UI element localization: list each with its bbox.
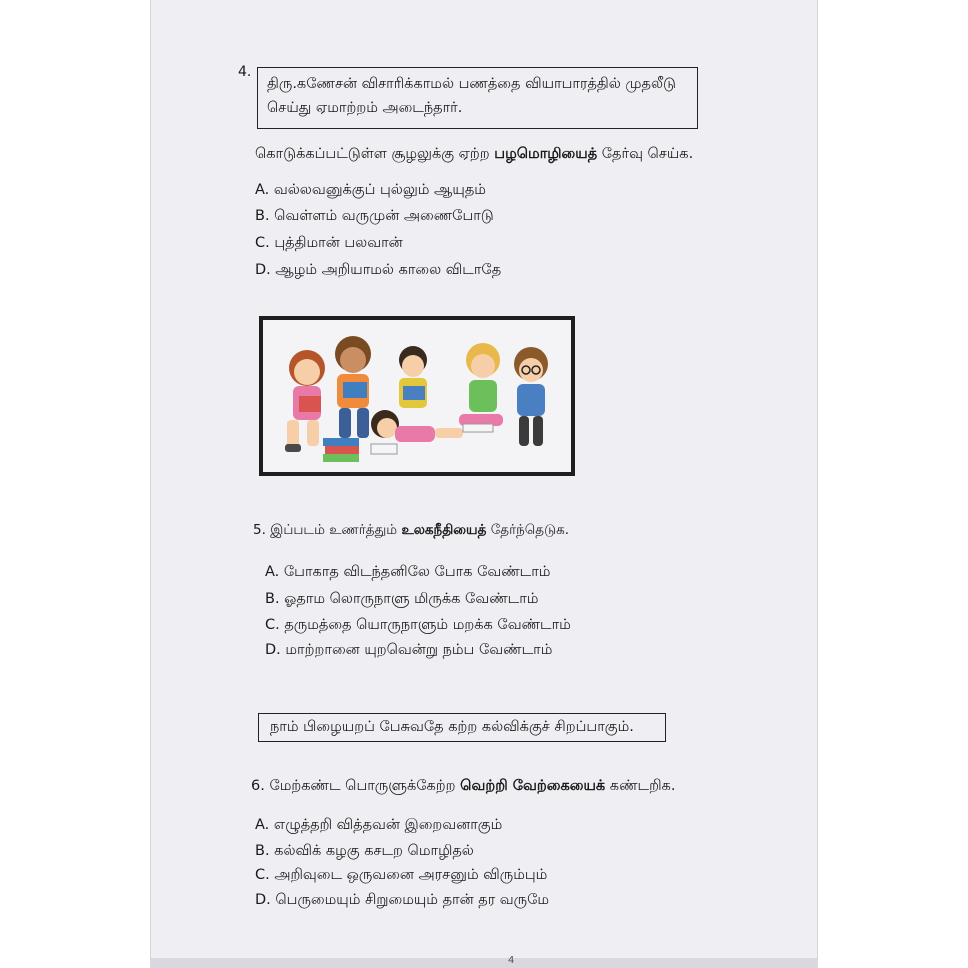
passage-line: செய்து ஏமாற்றம் அடைந்தார். <box>267 100 463 116</box>
answer-option-c[interactable]: C. புத்திமான் பலவான் <box>255 235 403 251</box>
instruction-text: தேர்ந்தெடுக. <box>486 522 570 538</box>
question-instruction <box>251 778 675 796</box>
boy-with-glasses-figure <box>514 347 548 446</box>
instruction-text: இப்படம் உணர்த்தும் <box>270 522 402 538</box>
answer-option-d[interactable]: D. பெருமையும் சிறுமையும் தான் தர வருமே <box>255 892 550 908</box>
question-number: 6. <box>251 778 265 794</box>
question-number: 4. <box>238 64 252 80</box>
boy-reading-figure <box>335 336 371 438</box>
instruction-text: தேர்வு செய்க. <box>597 146 694 162</box>
children-reading-books-illustration <box>259 316 575 476</box>
question-instruction <box>253 522 569 540</box>
question-passage-box <box>258 713 666 742</box>
question-passage-box <box>257 67 698 129</box>
instruction-keyword: வெற்றி வேற்கையைக் <box>460 778 606 794</box>
instruction-keyword: பழமொழியைத் <box>494 146 598 162</box>
answer-option-d[interactable]: D. மாற்றானை யுறவென்று நம்ப வேண்டாம் <box>265 642 553 658</box>
page-number: 4 <box>508 955 515 966</box>
answer-option-b[interactable]: B. கல்விக் கழகு கசடற மொழிதல் <box>255 843 474 859</box>
instruction-keyword: உலகநீதியைத் <box>401 522 487 538</box>
passage-line: திரு.கணேசன் விசாரிக்காமல் பணத்தை வியாபாரத்தில் முதலீடு <box>267 76 676 92</box>
instruction-text: மேற்கண்ட பொருளுக்கேற்ற <box>269 778 461 794</box>
answer-option-d[interactable]: D. ஆழம் அறியாமல் காலை விடாதே <box>255 262 502 278</box>
answer-option-b[interactable]: B. ஓதாம லொருநாளு மிருக்க வேண்டாம் <box>265 591 539 607</box>
instruction-text: கொடுக்கப்பட்டுள்ள சூழலுக்கு ஏற்ற <box>255 146 495 162</box>
instruction-text: கண்டறிக. <box>605 778 676 794</box>
answer-option-a[interactable]: A. போகாத விடந்தனிலே போக வேண்டாம் <box>265 564 551 580</box>
boy-standing-figure <box>399 346 427 408</box>
answer-option-a[interactable]: A. வல்லவனுக்குப் புல்லும் ஆயுதம் <box>255 182 486 198</box>
girl-lying-figure <box>371 410 463 454</box>
question-number: 5. <box>253 522 266 538</box>
answer-option-b[interactable]: B. வெள்ளம் வருமுன் அணைபோடு <box>255 208 494 224</box>
passage-line: நாம் பிழையறப் பேசுவதே கற்ற கல்விக்குச் சிறப்பாகும். <box>270 719 634 735</box>
book-stack <box>323 438 359 462</box>
answer-option-a[interactable]: A. எழுத்தறி வித்தவன் இறைவனாகும் <box>255 817 503 833</box>
question-instruction <box>255 146 693 164</box>
girl-reading-figure <box>285 350 325 452</box>
blonde-girl-figure <box>459 343 503 432</box>
answer-option-c[interactable]: C. அறிவுடை ஒருவனை அரசனும் விரும்பும் <box>255 867 548 883</box>
page-bottom-edge <box>150 958 818 968</box>
answer-option-c[interactable]: C. தருமத்தை யொருநாளும் மறக்க வேண்டாம் <box>265 617 571 633</box>
